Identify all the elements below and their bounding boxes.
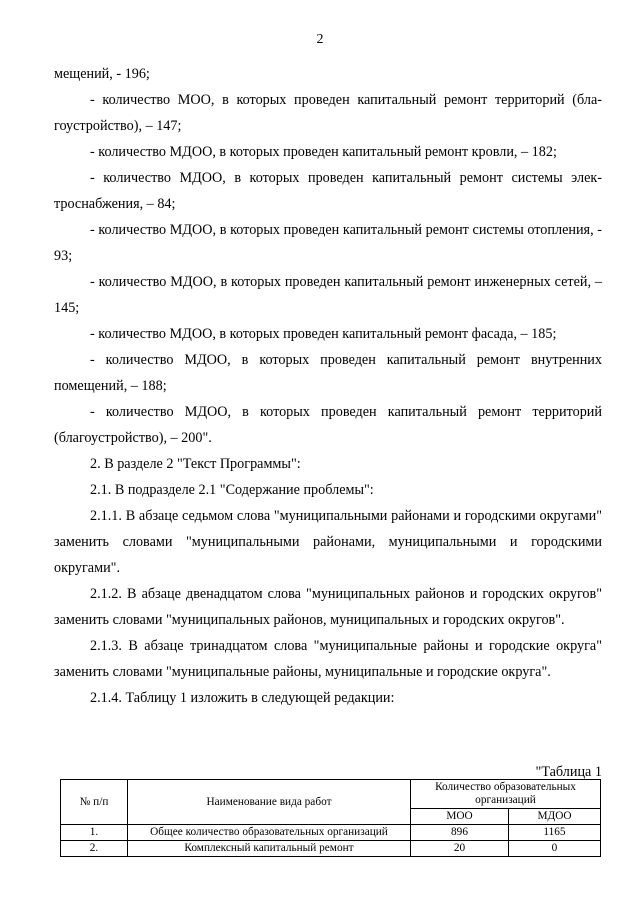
table-caption: "Таблица 1: [535, 764, 602, 780]
document-body: [54, 61, 602, 711]
header-mdoo: МДОО: [509, 809, 601, 825]
table-header-row: [61, 780, 601, 809]
paragraph-2: - количество МДОО, в которых проведен капитальный ремонт кровли, – 182;: [90, 144, 557, 160]
cell-work-name: Комплексный капитальный ремонт: [128, 841, 411, 857]
header-num: № п/п: [61, 780, 128, 825]
paragraph-1: - количество МОО, в которых проведен капитальный ремонт территорий (благоустройство), – 147;: [54, 92, 602, 134]
cell-work-name: Общее количество образовательных организаций: [128, 825, 411, 841]
cell-mdoo: 0: [509, 841, 601, 857]
cell-num: 2.: [61, 841, 128, 857]
paragraph-4: - количество МДОО, в которых проведен капитальный ремонт системы отопления, - 93;: [54, 222, 602, 264]
paragraph-11: 2.1.1. В абзаце седьмом слова "муниципальными районами и городскими округами" заменить словами "муниципальными районами, муниципальными и городскими округами".: [54, 508, 602, 576]
header-org-count: Количество образовательных организаций: [411, 780, 601, 809]
paragraph-14: 2.1.4. Таблицу 1 изложить в следующей редакции:: [90, 690, 395, 706]
table-row: [61, 841, 601, 857]
paragraph-10: 2.1. В подразделе 2.1 "Содержание проблемы":: [90, 482, 374, 498]
works-table: [60, 779, 601, 857]
page-number: 2: [316, 32, 324, 47]
cell-mdoo: 1165: [509, 825, 601, 841]
paragraph-8: - количество МДОО, в которых проведен капитальный ремонт территорий (благоустройство), – 200".: [54, 404, 602, 446]
cell-moo: 896: [411, 825, 509, 841]
paragraph-13: 2.1.3. В абзаце тринадцатом слова "муниципальные районы и городские округа" заменить словами "муниципальные районы, муниципальные и городские округа".: [54, 638, 602, 680]
paragraph-12: 2.1.2. В абзаце двенадцатом слова "муниципальных районов и городских округов" заменить словами "муниципальных районов, муниципальных и городских округов".: [54, 586, 602, 628]
paragraph-5: - количество МДОО, в которых проведен капитальный ремонт инженерных сетей, – 145;: [54, 274, 602, 316]
paragraph-6: - количество МДОО, в которых проведен капитальный ремонт фасада, – 185;: [90, 326, 557, 342]
paragraph-0: мещений, - 196;: [54, 66, 150, 82]
paragraph-9: 2. В разделе 2 "Текст Программы":: [90, 456, 301, 472]
header-moo: МОО: [411, 809, 509, 825]
paragraph-7: - количество МДОО, в которых проведен капитальный ремонт внутренних помещений, – 188;: [54, 352, 602, 394]
paragraph-3: - количество МДОО, в которых проведен капитальный ремонт системы электроснабжения, – 84;: [54, 170, 602, 212]
cell-moo: 20: [411, 841, 509, 857]
header-work-name: Наименование вида работ: [128, 780, 411, 825]
cell-num: 1.: [61, 825, 128, 841]
table-row: [61, 825, 601, 841]
